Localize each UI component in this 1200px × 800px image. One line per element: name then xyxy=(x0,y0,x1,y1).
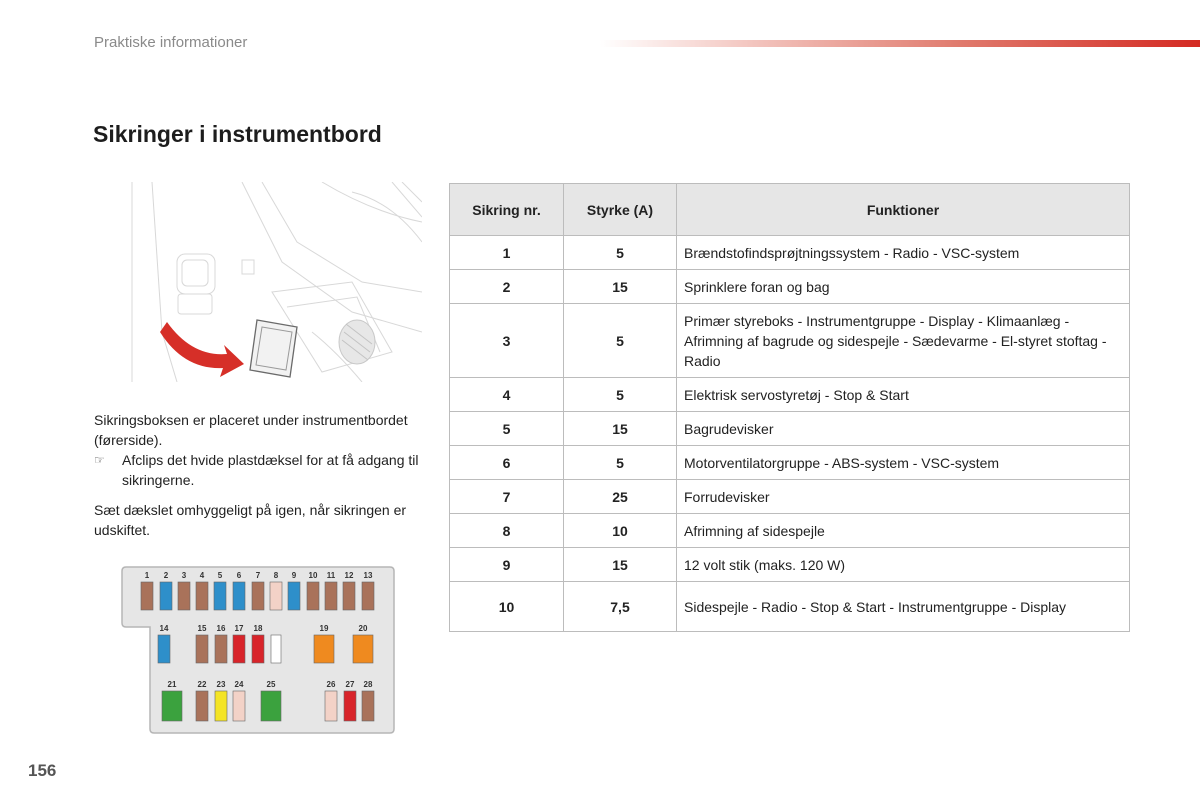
fuse-label: 17 xyxy=(234,624,244,633)
fuse-19 xyxy=(314,635,334,663)
fuse-nr: 3 xyxy=(450,304,564,378)
fuse-amp: 15 xyxy=(564,270,677,304)
fuse-nr: 1 xyxy=(450,236,564,270)
fuse-label: 6 xyxy=(236,571,242,580)
fuse-label: 9 xyxy=(291,571,297,580)
section-header: Praktiske informationer xyxy=(94,34,248,51)
fuse-amp: 25 xyxy=(564,480,677,514)
fuse-label: 24 xyxy=(234,680,244,689)
page-title: Sikringer i instrumentbord xyxy=(93,121,382,147)
fuse-amp: 5 xyxy=(564,446,677,480)
fuse-24 xyxy=(233,691,245,721)
fuse-nr: 4 xyxy=(450,378,564,412)
fuse-23 xyxy=(215,691,227,721)
fuse-25 xyxy=(261,691,281,721)
fuse-function: Forrudevisker xyxy=(677,480,1130,514)
fuse-label: 7 xyxy=(255,571,261,580)
description xyxy=(94,410,429,540)
vent-icon xyxy=(339,320,375,364)
intro-text: Sikringsboksen er placeret under instrumentbordet (førerside). xyxy=(94,412,408,448)
fuse-nr: 10 xyxy=(450,582,564,632)
fuse-cover-icon xyxy=(250,320,297,377)
fuse-label: 3 xyxy=(181,571,187,580)
fuse-function: Elektrisk servostyretøj - Stop & Start xyxy=(677,378,1130,412)
fuse-nr: 9 xyxy=(450,548,564,582)
fuse-label: 8 xyxy=(273,571,279,580)
fuse-2 xyxy=(160,582,172,610)
fuse-label: 19 xyxy=(319,624,329,633)
fuse-nr: 7 xyxy=(450,480,564,514)
fuse-1 xyxy=(141,582,153,610)
fuse-amp: 15 xyxy=(564,548,677,582)
fuse-label: 2 xyxy=(163,571,169,580)
fuse-label: 20 xyxy=(358,624,368,633)
fuse-nr: 2 xyxy=(450,270,564,304)
fuse-box-diagram xyxy=(120,565,396,735)
table-row xyxy=(450,304,1130,378)
table-row xyxy=(450,514,1130,548)
fuse-nr: 5 xyxy=(450,412,564,446)
fuse-function: 12 volt stik (maks. 120 W) xyxy=(677,548,1130,582)
fuse-27 xyxy=(344,691,356,721)
fuse-6 xyxy=(233,582,245,610)
fuse-4 xyxy=(196,582,208,610)
fuse-label: 5 xyxy=(217,571,223,580)
hand-pointer-icon: ☞ xyxy=(94,453,105,467)
fuse-11 xyxy=(325,582,337,610)
fuse-amp: 7,5 xyxy=(564,582,677,632)
fuse-label: 22 xyxy=(197,680,207,689)
fuse-function: Bagrudevisker xyxy=(677,412,1130,446)
fuse-function: Afrimning af sidespejle xyxy=(677,514,1130,548)
fuse-spare xyxy=(271,635,281,663)
fuse-label: 10 xyxy=(308,571,318,580)
table-row xyxy=(450,412,1130,446)
fuse-14 xyxy=(158,635,170,663)
page-number: 156 xyxy=(28,761,57,780)
fuse-12 xyxy=(343,582,355,610)
fuse-label: 13 xyxy=(363,571,373,580)
fuse-label: 12 xyxy=(344,571,354,580)
fuse-label: 4 xyxy=(199,571,205,580)
table-row xyxy=(450,378,1130,412)
fuse-label: 27 xyxy=(345,680,355,689)
fuse-function: Primær styreboks - Instrumentgruppe - Display - Klimaanlæg - Afrimning af bagrude og sidespejle - Sædevarme - El-styret stoftag - Radio xyxy=(677,304,1130,378)
fuse-amp: 15 xyxy=(564,412,677,446)
fuse-7 xyxy=(252,582,264,610)
fuse-label: 15 xyxy=(197,624,207,633)
fuse-function: Sprinklere foran og bag xyxy=(677,270,1130,304)
fuse-label: 23 xyxy=(216,680,226,689)
header-accent-bar xyxy=(600,40,1200,47)
fuse-26 xyxy=(325,691,337,721)
fuse-label: 14 xyxy=(159,624,169,633)
fuse-label: 26 xyxy=(326,680,336,689)
fuse-9 xyxy=(288,582,300,610)
fuse-nr: 6 xyxy=(450,446,564,480)
bullet-text: Afclips det hvide plastdæksel for at få adgang til sikringerne. xyxy=(122,452,419,488)
header-strength: Styrke (A) xyxy=(564,184,677,236)
fuse-label: 11 xyxy=(326,571,336,580)
header-functions: Funktioner xyxy=(677,184,1130,236)
fuse-amp: 5 xyxy=(564,236,677,270)
fuse-21 xyxy=(162,691,182,721)
fuse-28 xyxy=(362,691,374,721)
header-fuse-nr: Sikring nr. xyxy=(450,184,564,236)
table-row xyxy=(450,582,1130,632)
dashboard-illustration xyxy=(122,182,422,382)
fuse-5 xyxy=(214,582,226,610)
fuse-function: Sidespejle - Radio - Stop & Start - Instrumentgruppe - Display xyxy=(677,582,1130,632)
fuse-10 xyxy=(307,582,319,610)
note-text: Sæt dækslet omhyggeligt på igen, når sikringen er udskiftet. xyxy=(94,502,407,538)
fuse-label: 18 xyxy=(253,624,263,633)
fuse-3 xyxy=(178,582,190,610)
fuse-label: 25 xyxy=(266,680,276,689)
fuse-function: Brændstofindsprøjtningssystem - Radio - VSC-system xyxy=(677,236,1130,270)
fuse-amp: 5 xyxy=(564,304,677,378)
table-row xyxy=(450,446,1130,480)
table-header-row xyxy=(450,184,1130,236)
table-row xyxy=(450,236,1130,270)
fuse-label: 1 xyxy=(144,571,150,580)
fuse-15 xyxy=(196,635,208,663)
fuse-16 xyxy=(215,635,227,663)
fuse-table xyxy=(449,183,1130,632)
fuse-22 xyxy=(196,691,208,721)
fuse-17 xyxy=(233,635,245,663)
fuse-amp: 5 xyxy=(564,378,677,412)
table-row xyxy=(450,548,1130,582)
bullet-item xyxy=(94,450,429,490)
fuse-label: 21 xyxy=(167,680,177,689)
table-row xyxy=(450,270,1130,304)
fuse-13 xyxy=(362,582,374,610)
fuse-function: Motorventilatorgruppe - ABS-system - VSC-system xyxy=(677,446,1130,480)
fuse-label: 16 xyxy=(216,624,226,633)
fuse-8 xyxy=(270,582,282,610)
fuse-nr: 8 xyxy=(450,514,564,548)
table-row xyxy=(450,480,1130,514)
fuse-18 xyxy=(252,635,264,663)
fuse-amp: 10 xyxy=(564,514,677,548)
fuse-label: 28 xyxy=(363,680,373,689)
fuse-20 xyxy=(353,635,373,663)
